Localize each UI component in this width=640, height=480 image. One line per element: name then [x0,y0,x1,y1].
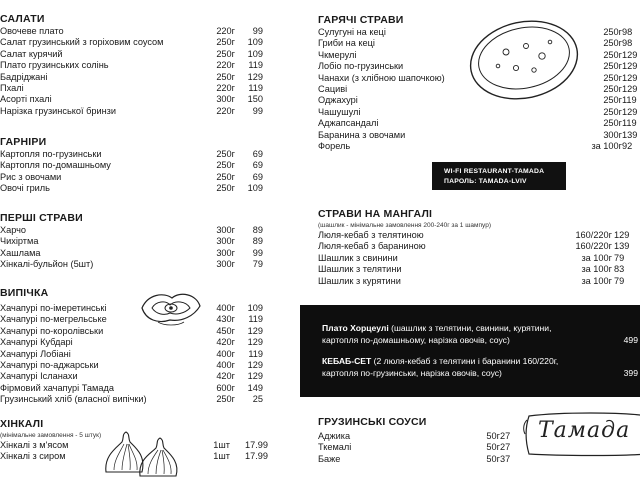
menu-item-row [0,94,268,105]
item-name: Хінкалі з м'ясом [0,440,69,450]
menu-item-row [318,130,640,141]
platter-2-line-1 [322,356,558,367]
section-grill [318,208,640,287]
platters-box [300,305,640,397]
item-name: Аджапсандалі [318,118,379,129]
menu-item-row [0,303,268,314]
item-name: Лобіо по-грузинськи [318,61,404,72]
tamada-logo-text: Тамада [538,418,631,443]
item-name: Сацивi [318,83,348,94]
platter-2-line-2: картопля по-грузинськи, нарізка овочів, соус) [322,368,502,378]
menu-item-row [0,72,268,83]
item-name: Хачапурі Лобіані [0,348,71,359]
item-price: 129 [622,83,638,94]
menu-item-row [0,371,268,382]
wifi-password: ПАРОЛЬ: TAMADA-LVIV [444,178,527,185]
item-price: 129 [622,49,638,60]
item-name: Люля-кебаб з телятиною [318,230,424,240]
menu-item-row [0,37,268,48]
item-weight: 250г [216,71,235,82]
item-price: 109 [247,303,263,313]
section-title: ПЕРШІ СТРАВИ [0,212,83,224]
item-price: 129 [247,337,263,348]
item-price: 89 [252,236,263,247]
menu-item-row [0,349,268,360]
item-name: Пхалі [0,82,24,93]
item-price: 119 [248,82,263,93]
item-name: Шашлик з свинини [318,252,398,263]
item-weight: 50г [486,453,500,464]
item-name: Хачапурі по-мегрельське [0,314,107,325]
item-name: Чанахи (з хлібною шапочкою) [318,72,445,83]
menu-item-row [318,230,640,241]
section-sauces [318,416,518,465]
item-name: Нарізка грузинської бринзи [0,105,117,116]
item-price: 129 [247,359,263,370]
item-weight: за 100г [581,252,612,263]
khinkali-sketch-icon [100,420,182,480]
item-name: Плато грузинських солінь [0,60,109,71]
item-name: Аджика [318,431,351,441]
item-name: Шашлик з курятини [318,275,401,286]
section-title: ГАРНІРИ [0,136,47,148]
item-weight: 1шт [213,451,230,462]
item-list [0,225,268,271]
item-name: Картопля по-грузинськи [0,149,102,159]
item-weight: 400г [216,303,235,313]
menu-item-row [318,454,518,465]
item-price: 27 [500,442,511,453]
menu-item-row [0,326,268,337]
item-name: Хачапурі по-аджарськи [0,359,99,370]
item-name: Ткемалі [318,442,352,453]
item-name: Хачапурі Кубдарі [0,337,73,348]
platter-1-desc: (шашлик з телятини, свинини, курятини, [388,323,552,333]
item-name: Грузинський хліб (власної випічки) [0,394,147,405]
item-weight: 50г [486,442,500,453]
item-name: Баранина з овочами [318,129,406,140]
item-name: Хінкалі-бульйон (5шт) [0,259,94,270]
item-list [0,149,268,195]
item-price: 150 [247,94,263,105]
item-weight: 600г [216,382,235,393]
item-price: 99 [252,105,263,116]
item-weight: 250г [216,48,235,59]
item-name: Картопля по-домашньому [0,160,111,171]
menu-item-row [0,172,268,183]
item-name: Форель [318,140,351,151]
item-name: Баже [318,453,341,464]
menu-item-row [0,314,268,325]
item-weight: 300г [216,236,235,247]
menu-item-row [318,264,640,275]
section-note: (мінімальне замовлення - 5 штук) [0,432,102,439]
item-name: Рис з овочами [0,171,62,182]
item-price: 17.99 [245,440,268,450]
item-price: 69 [252,160,263,171]
section-title: ХІНКАЛІ [0,418,44,430]
item-weight: 250г [216,183,235,194]
item-weight: 250г [216,149,235,159]
item-name: Фірмовий хачапурі Тамада [0,382,114,393]
menu-item-row [318,107,640,118]
item-weight: 160/220г [575,230,612,240]
menu-item-row [0,83,268,94]
section-soups [0,212,268,271]
section-title: ГАРЯЧІ СТРАВИ [318,14,404,26]
item-weight: за 100г [581,264,612,275]
item-weight: 420г [216,337,235,348]
menu-item-row [0,259,268,270]
item-weight: 250г [603,38,622,49]
item-price: 119 [248,314,263,325]
item-price: 129 [614,230,630,240]
item-name: Чкмерулі [318,49,357,60]
wifi-info-box [432,162,566,190]
platter-1-price: 499 [623,335,638,345]
item-name: Хачапурі по-імеретинські [0,303,107,313]
item-name: Чашушулі [318,106,361,117]
item-price: 109 [247,183,263,194]
item-name: Сулугуні на кеці [318,27,386,37]
item-weight: 300г [216,247,235,258]
item-list [0,26,268,117]
item-weight: 400г [216,348,235,359]
platter-1-line-1 [322,323,552,334]
item-list [0,303,268,406]
item-name: Шашлик з телятини [318,264,402,275]
item-name: Харчо [0,225,27,235]
item-weight: за 100г [591,140,622,151]
item-weight: 220г [216,26,235,36]
item-name: Салат грузинський з горіховим соусом [0,37,164,48]
item-name: Хашлама [0,247,41,258]
item-weight: 300г [603,129,622,140]
item-weight: за 100г [581,275,612,286]
menu-item-row [0,225,268,236]
item-weight: 220г [216,82,235,93]
item-weight: 250г [603,72,622,83]
menu-item-row [0,60,268,71]
menu-item-row [0,337,268,348]
item-name: Люля-кебаб з бараниною [318,241,426,252]
menu-item-row [318,118,640,129]
item-name: Бадріджані [0,71,48,82]
item-name: Хачапурі Ісланахи [0,371,78,382]
menu-item-row [0,160,268,171]
item-price: 79 [252,259,263,270]
menu-item-row [0,394,268,405]
item-weight: 250г [603,106,622,117]
item-weight: 250г [603,83,622,94]
item-price: 139 [614,241,630,252]
menu-item-row [318,442,518,453]
item-weight: 1шт [213,440,230,450]
item-weight: 250г [216,160,235,171]
item-price: 119 [248,348,263,359]
item-price: 129 [247,325,263,336]
item-name: Гриби на кеці [318,38,375,49]
section-title: СТРАВИ НА МАНГАЛІ [318,208,433,220]
item-weight: 220г [216,105,235,116]
menu-item-row [0,248,268,259]
menu-item-row [0,106,268,117]
menu-item-row [318,276,640,287]
item-price: 119 [248,60,263,71]
menu-item-row [318,241,640,252]
item-price: 79 [614,275,625,286]
hot-dish-sketch-icon [466,12,584,104]
item-name: Оджахурі [318,95,358,106]
menu-item-row [0,360,268,371]
section-title: ГРУЗИНСЬКІ СОУСИ [318,416,427,428]
item-price: 69 [252,149,263,159]
item-price: 83 [614,264,625,275]
section-note: (шашлик - мінімальне замовлення 200-240г за 1 шампур) [318,222,491,229]
menu-item-row [0,149,268,160]
menu-item-row [0,383,268,394]
item-price: 25 [252,394,263,405]
item-weight: 250г [216,171,235,182]
platter-1-line-2: картопля по-домашньому, нарізка овочів, соус) [322,335,510,345]
item-price: 37 [500,453,511,464]
item-price: 109 [247,48,263,59]
item-price: 139 [622,129,638,140]
item-price: 17.99 [245,451,268,462]
item-name: Овочі гриль [0,183,50,194]
menu-item-row [318,431,518,442]
item-weight: 250г [603,49,622,60]
item-price: 98 [622,27,633,37]
item-weight: 220г [216,60,235,71]
item-weight: 300г [216,94,235,105]
item-weight: 300г [216,225,235,235]
item-name: Овочеве плато [0,26,64,36]
section-sides [0,136,268,195]
menu-item-row [0,49,268,60]
platter-2-name: КЕБАБ-СЕТ [322,356,372,366]
item-price: 119 [622,95,637,106]
item-price: 129 [622,61,638,72]
item-list [318,230,640,287]
menu-item-row [0,236,268,247]
platter-2-price: 399 [623,368,638,378]
item-price: 98 [622,38,633,49]
item-price: 129 [622,72,638,83]
khachapuri-sketch-icon [138,286,202,330]
platter-1-name: Плато Хорцеулі [322,323,389,333]
item-weight: 300г [216,259,235,270]
item-name: Хачапурі по-королівськи [0,325,104,336]
item-weight: 450г [216,325,235,336]
item-price: 119 [622,118,637,129]
item-weight: 400г [216,359,235,370]
item-price: 99 [252,247,263,258]
item-list [318,431,518,465]
item-name: Асорті пхалі [0,94,52,105]
section-title: САЛАТИ [0,13,45,25]
item-price: 89 [252,225,263,235]
item-weight: 50г [486,431,500,441]
wifi-network: WI-FI RESTAURANT-TAMADA [444,168,545,175]
item-price: 69 [252,171,263,182]
platter-2-desc: (2 люля-кебаб з телятини і баранини 160/220г, [371,356,559,366]
menu-item-row [318,253,640,264]
item-weight: 160/220г [575,241,612,252]
item-weight: 250г [603,61,622,72]
item-weight: 250г [603,118,622,129]
section-title: ВИПІЧКА [0,287,49,299]
menu-item-row [0,183,268,194]
item-price: 27 [500,431,511,441]
item-weight: 250г [216,394,235,405]
item-price: 92 [622,140,633,151]
item-weight: 250г [216,37,235,48]
item-price: 109 [247,37,263,48]
item-weight: 420г [216,371,235,382]
section-bakery [0,287,268,406]
item-price: 79 [614,252,625,263]
item-weight: 250г [603,27,622,37]
item-price: 129 [622,106,638,117]
item-weight: 430г [216,314,235,325]
item-name: Хінкалі з сиром [0,451,66,462]
item-name: Чихіртма [0,236,39,247]
item-name: Салат курячий [0,48,63,59]
menu-item-row [0,26,268,37]
item-price: 149 [247,382,263,393]
item-price: 99 [252,26,263,36]
item-price: 129 [247,371,263,382]
item-weight: 250г [603,95,622,106]
item-price: 129 [247,71,263,82]
menu-item-row [318,141,640,152]
section-salads [0,13,268,117]
